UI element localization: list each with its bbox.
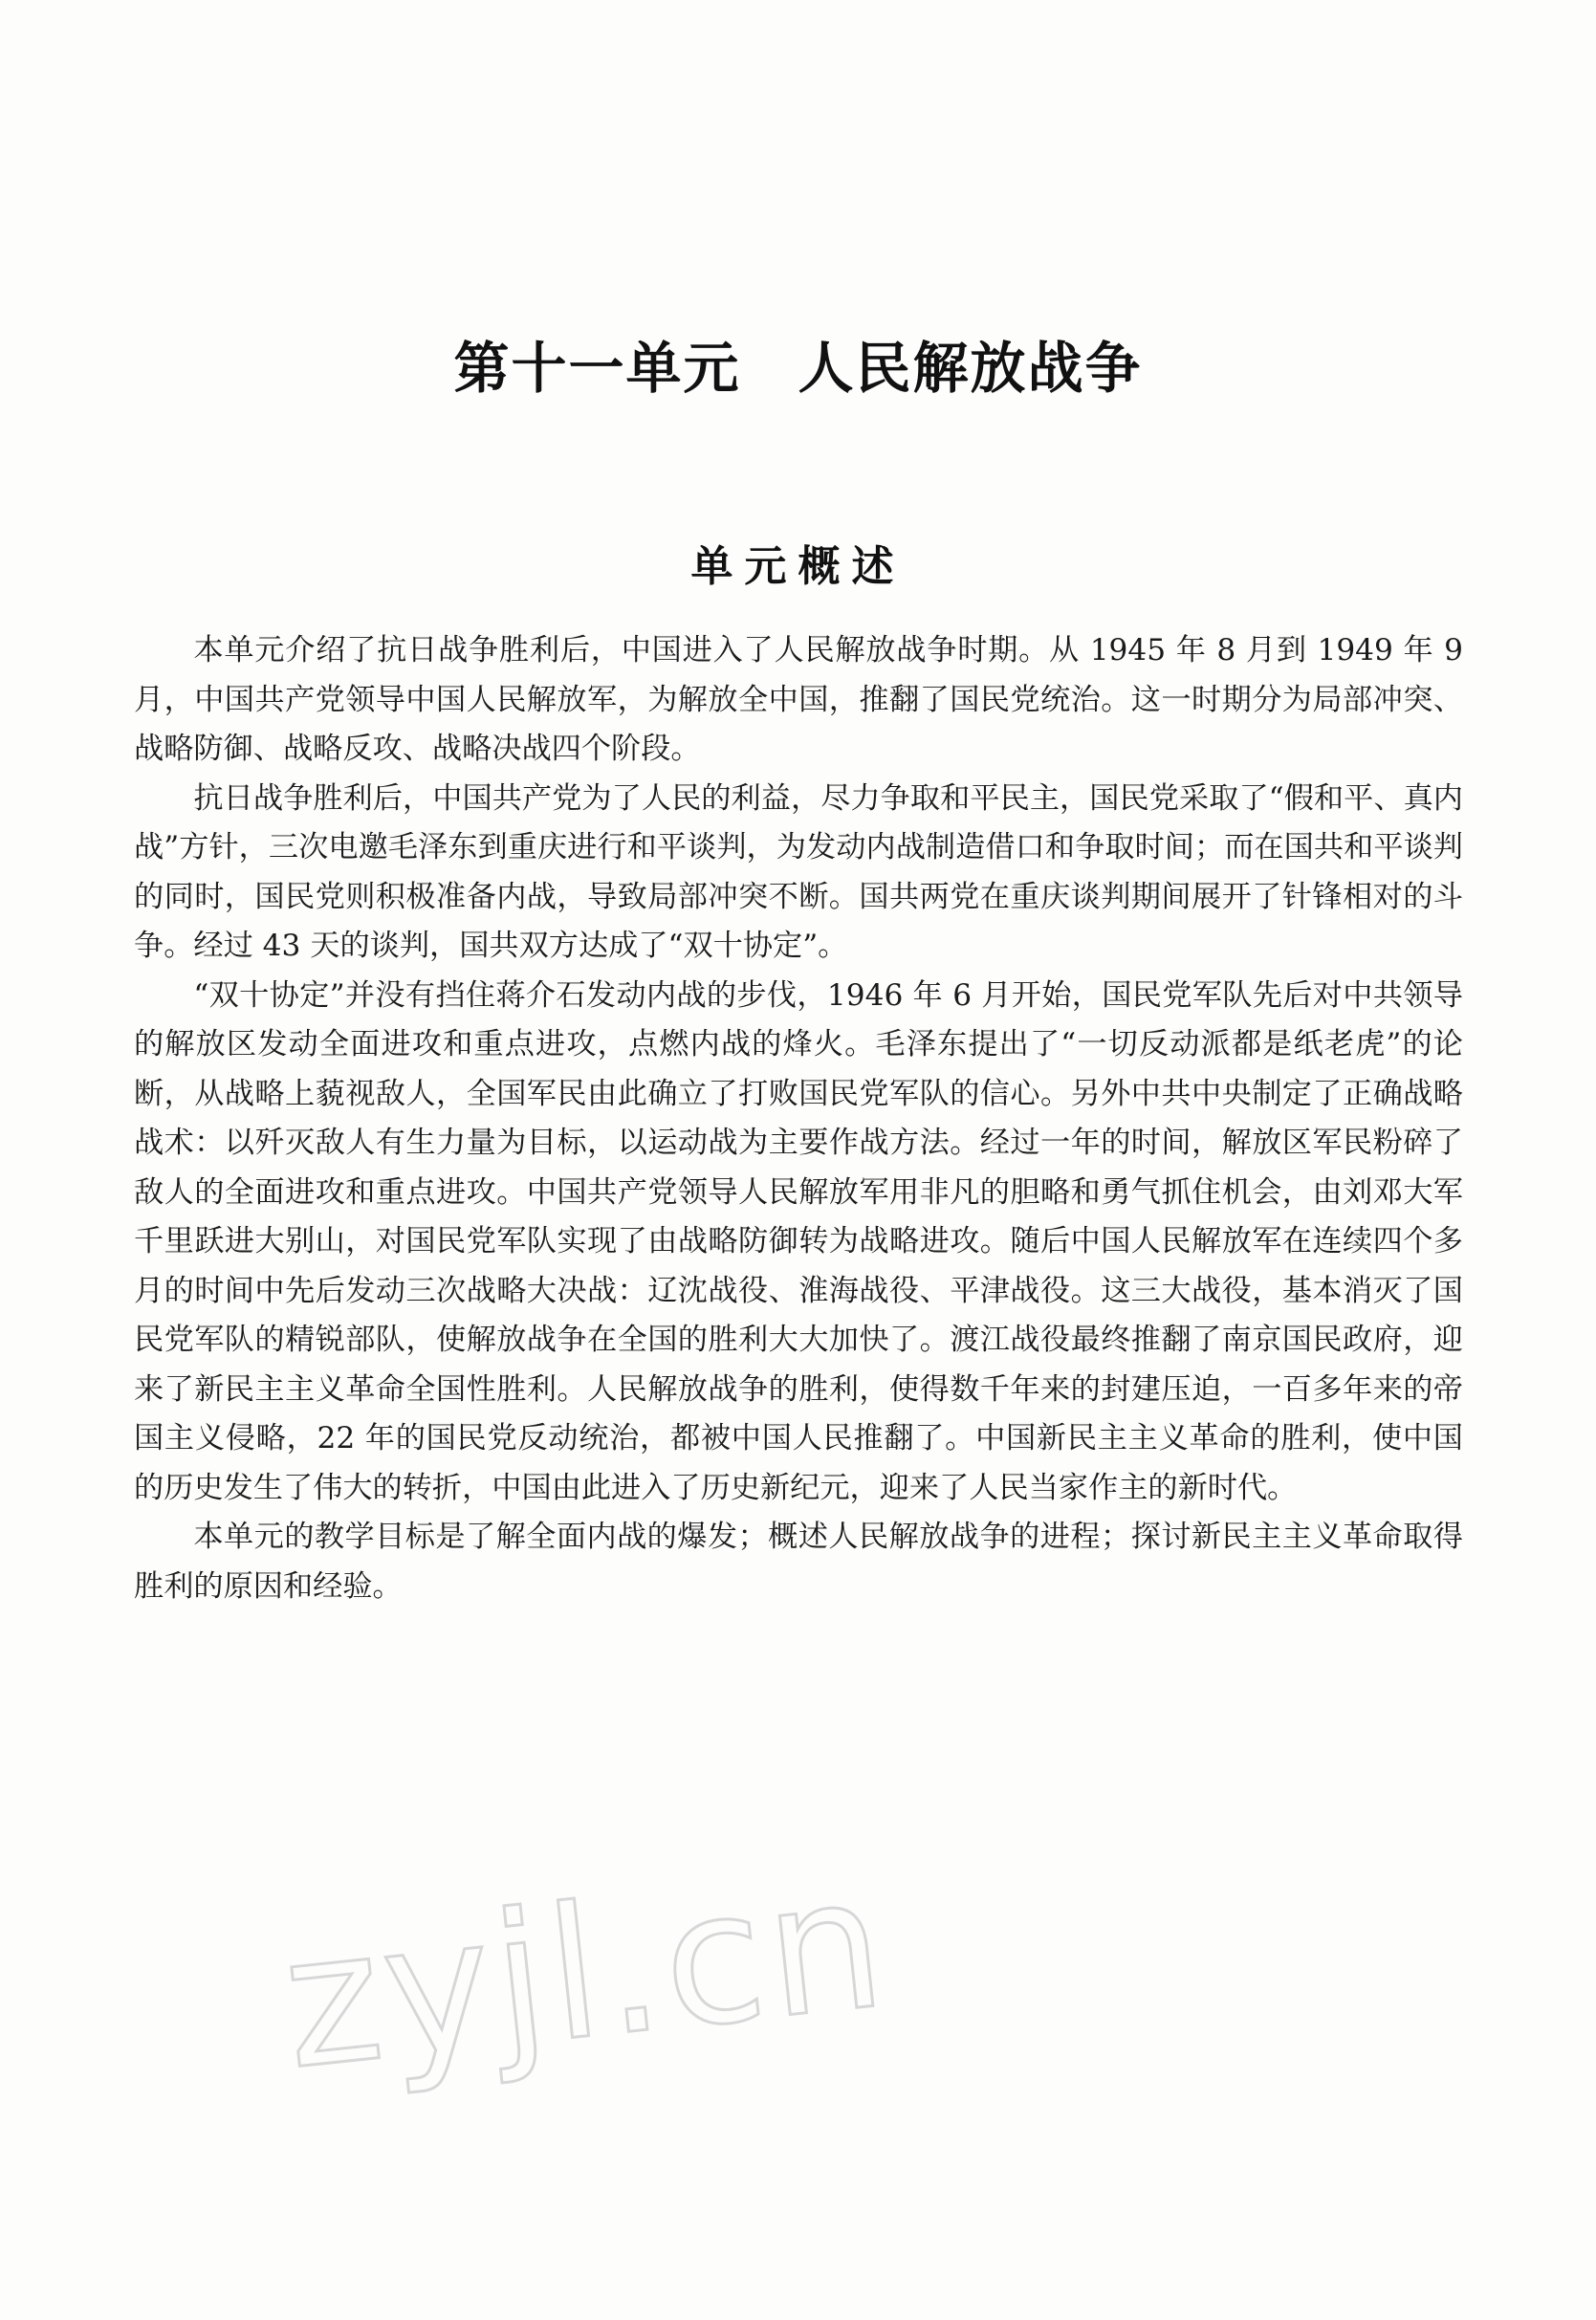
unit-number: 第十一单元 xyxy=(453,336,741,401)
paragraph-2: 抗日战争胜利后，中国共产党为了人民的利益，尽力争取和平民主，国民党采取了“假和平、真内战”方针，三次电邀毛泽东到重庆进行和平谈判，为发动内战制造借口和争取时间；而在国共和平谈判的同时，国民党则积极准备内战，导致局部冲突不断。国共两党在重庆谈判期间展开了针锋相对的斗争。经过 43 天的谈判，国共双方达成了“双十协定”。 xyxy=(134,780,1463,963)
paragraph-1: 本单元介绍了抗日战争胜利后，中国进入了人民解放战争时期。从 1945 年 8 月到 1949 年 9 月，中国共产党领导中国人民解放军，为解放全中国，推翻了国民党统治。这一时期分为局部冲突、战略防御、战略反攻、战略决战四个阶段。 xyxy=(134,633,1463,766)
watermark: zyjl.cn xyxy=(273,1836,897,2110)
section-title: 单元概述 xyxy=(690,542,906,591)
unit-name: 人民解放战争 xyxy=(798,336,1143,401)
unit-title xyxy=(0,323,1596,404)
overview-body xyxy=(134,626,1463,1611)
paragraph-4: 本单元的教学目标是了解全面内战的爆发；概述人民解放战争的进程；探讨新民主主义革命取得胜利的原因和经验。 xyxy=(134,1520,1463,1604)
paragraph-3: “双十协定”并没有挡住蒋介石发动内战的步伐，1946 年 6 月开始，国民党军队先后对中共领导的解放区发动全面进攻和重点进攻，点燃内战的烽火。毛泽东提出了“一切反动派都是纸老虎”的论断，从战略上藐视敌人，全国军民由此确立了打败国民党军队的信心。另外中共中央制定了正确战略战术：以歼灭敌人有生力量为目标，以运动战为主要作战方法。经过一年的时间，解放区军民粉碎了敌人的全面进攻和重点进攻。中国共产党领导人民解放军用非凡的胆略和勇气抓住机会，由刘邓大军千里跃进大别山，对国民党军队实现了由战略防御转为战略进攻。随后中国人民解放军在连续四个多月的时间中先后发动三次战略大决战：辽沈战役、淮海战役、平津战役。这三大战役，基本消灭了国民党军队的精锐部队，使解放战争在全国的胜利大大加快了。渡江战役最终推翻了南京国民政府，迎来了新民主主义革命全国性胜利。人民解放战争的胜利，使得数千年来的封建压迫，一百多年来的帝国主义侵略，22 年的国民党反动统治，都被中国人民推翻了。中国新民主主义革命的胜利，使中国的历史发生了伟大的转折，中国由此进入了历史新纪元，迎来了人民当家作主的新时代。 xyxy=(134,977,1463,1505)
